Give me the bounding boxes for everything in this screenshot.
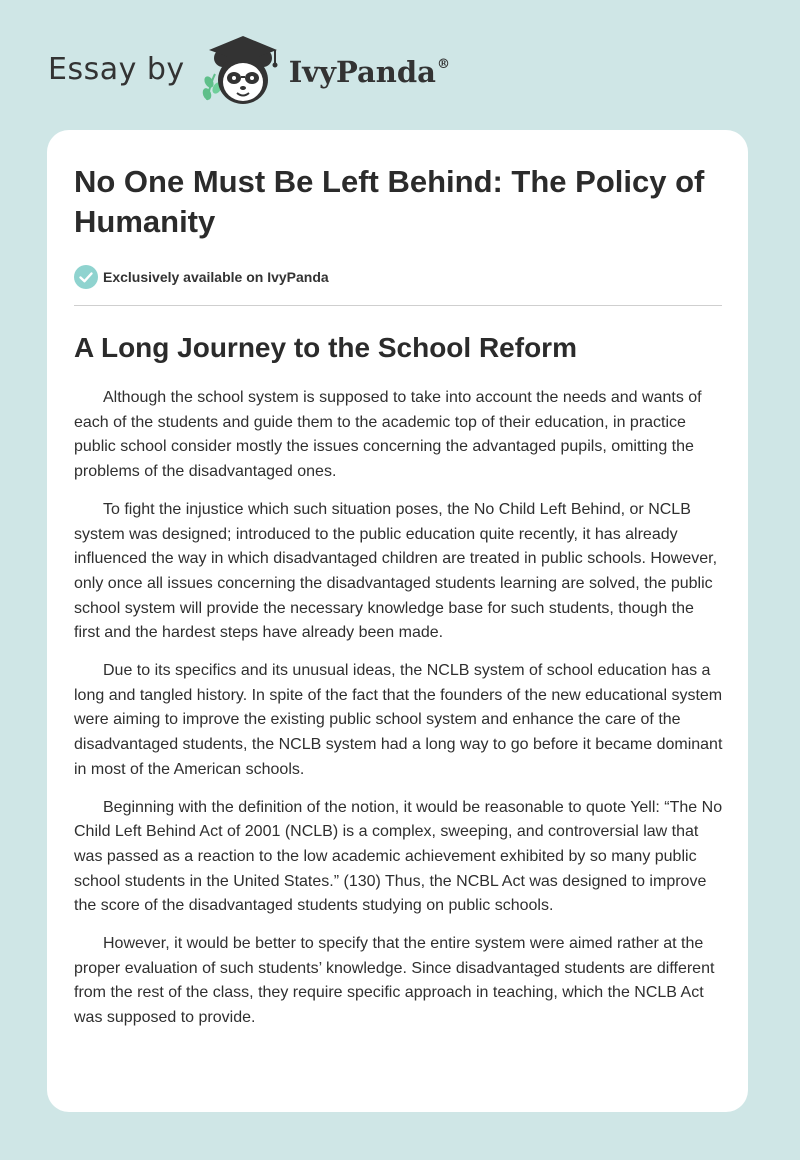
exclusive-badge [74, 264, 721, 290]
panda-graduate-icon[interactable] [197, 30, 285, 110]
brand-name[interactable]: IvyPanda® [288, 55, 450, 89]
essay-card [47, 130, 748, 1112]
paragraph-1: Although the school system is supposed to take into account the needs and wants of each of the students and guide them to the academic top of their education, in practice public school consider mostly the issues concerning the advantaged pupils, omitting the problems of the disadvantaged ones. [74, 389, 702, 481]
section-heading: A Long Journey to the School Reform [74, 332, 577, 363]
essay-title: No One Must Be Left Behind: The Policy of Humanity [74, 164, 705, 239]
essay-by-label: Essay by [48, 51, 185, 87]
site-header [48, 30, 450, 110]
essay-body [74, 386, 721, 1031]
badge-label: Exclusively available on IvyPanda [103, 269, 329, 285]
paragraph-4: Beginning with the definition of the notion, it would be reasonable to quote Yell: “The No Child Left Behind Act of 2001 (NCLB) is a complex, sweeping, and controversial law that was passed as a reaction to the low academic achievement exhibited by so many public school students in the United States.” (130) Thus, the NCBL Act was designed to improve the score of the disadvantaged students studying on public schools. [74, 798, 723, 915]
paragraph-2: To fight the injustice which such situation poses, the No Child Left Behind, or NCLB system was designed; introduced to the public education quite recently, it has already influenced the way in which disadvantaged children are treated in public schools. However, only once all issues concerning the disadvantaged students learning are solved, the public school system will provide the necessary knowledge base for such students, though the first and the hardest steps have already been made. [74, 500, 718, 642]
title-divider [74, 305, 722, 306]
paragraph-5: However, it would be better to specify that the entire system were aimed rather at the proper evaluation of such students’ knowledge. Since disadvantaged students are different from the rest of the class, they require specific approach in teaching, which the NCLB Act was supposed to provide. [74, 935, 715, 1027]
check-circle-icon [74, 265, 98, 289]
registered-mark: ® [436, 57, 450, 72]
paragraph-3: Due to its specifics and its unusual ideas, the NCLB system of school education has a long and tangled history. In spite of the fact that the founders of the new educational system were aiming to improve the existing public school system and enhance the care of the disadvantaged students, the NCLB system had a long way to go before it became dominant in most of the American schools. [74, 662, 723, 778]
